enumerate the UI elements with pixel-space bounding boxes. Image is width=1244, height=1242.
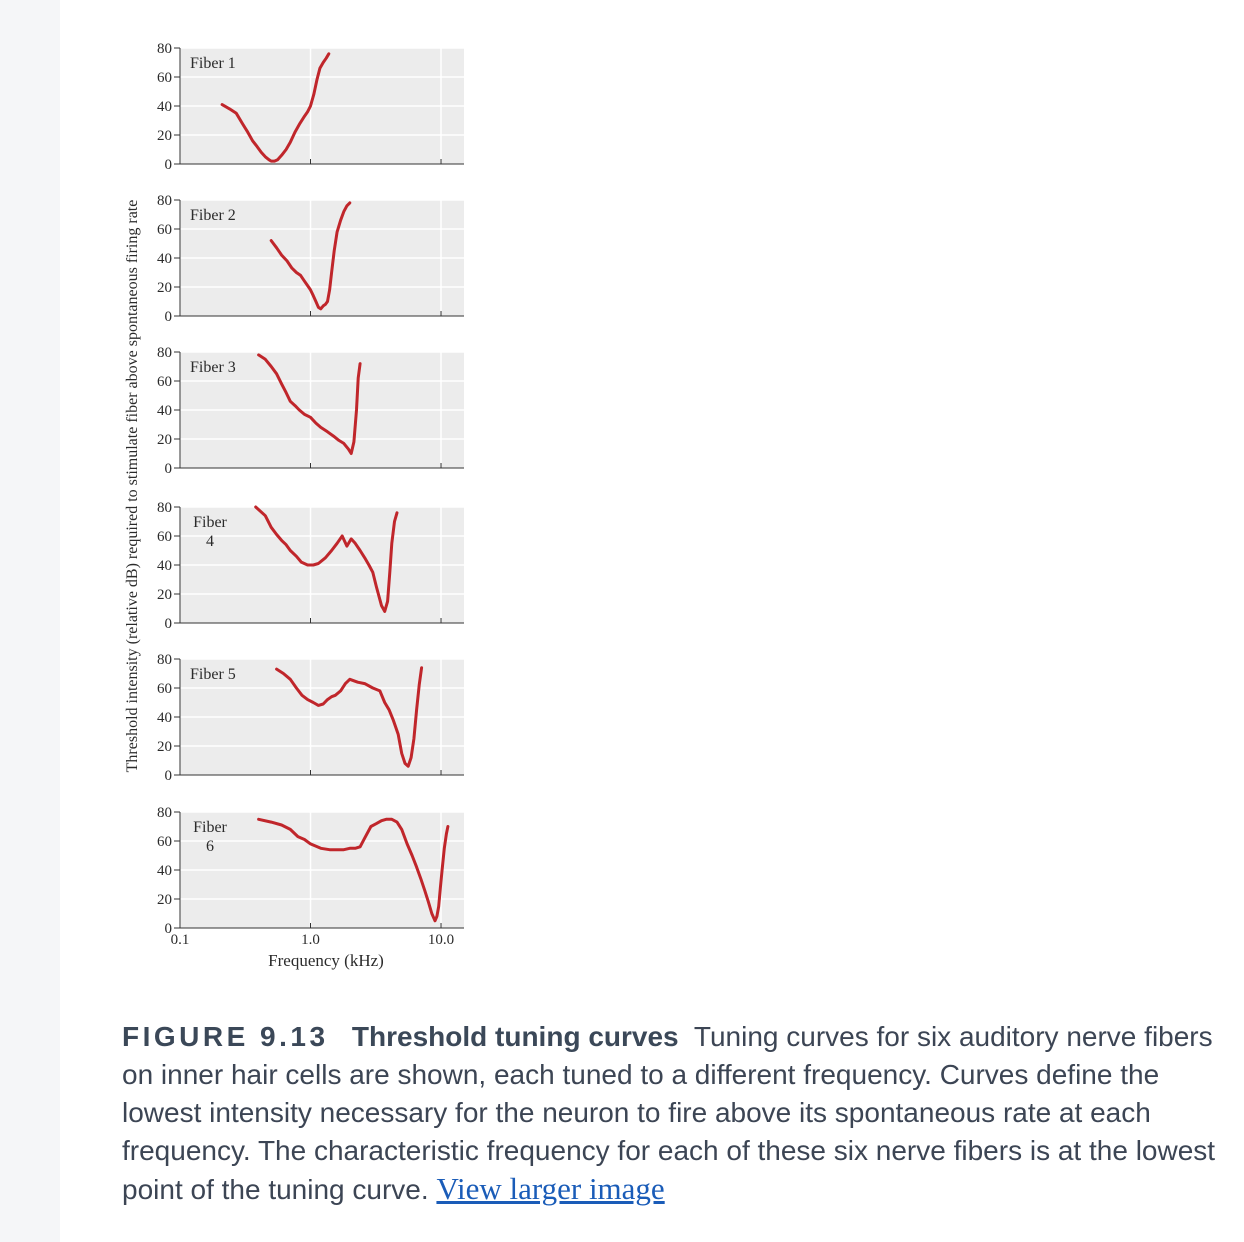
y-tick-label: 60 <box>157 681 172 697</box>
y-tick-label: 0 <box>164 309 172 325</box>
x-tick-label: 1.0 <box>301 932 320 948</box>
figure-title: Threshold tuning curves <box>351 1021 679 1052</box>
view-larger-image-link[interactable]: View larger image <box>436 1171 665 1206</box>
series-label: Fiber <box>193 819 227 836</box>
x-tick-label: 10.0 <box>427 932 455 948</box>
y-tick-label: 60 <box>157 374 172 390</box>
series-label: Fiber 1 <box>190 55 236 72</box>
y-tick-label: 60 <box>157 70 172 86</box>
y-tick-label: 80 <box>157 500 172 516</box>
y-tick-label: 80 <box>157 193 172 209</box>
figure-label: FIGURE 9.13 <box>122 1021 329 1052</box>
tuning-curves-figure <box>60 0 1244 990</box>
y-tick-label: 0 <box>164 157 172 173</box>
content-page <box>60 0 1244 1242</box>
y-tick-label: 0 <box>164 461 172 477</box>
y-axis-title: Threshold intensity (relative dB) required to stimulate fiber above spontaneous firing rate <box>124 199 141 773</box>
x-tick-label: 0.1 <box>170 932 190 948</box>
y-tick-label: 40 <box>157 863 172 879</box>
y-tick-label: 0 <box>164 616 172 632</box>
y-tick-label: 60 <box>157 529 172 545</box>
series-label: 6 <box>206 838 214 855</box>
y-tick-label: 20 <box>157 892 172 908</box>
y-tick-label: 60 <box>157 834 172 850</box>
y-tick-label: 20 <box>157 432 172 448</box>
figure-caption <box>122 1018 1232 1209</box>
caption-text: Tuning curves for six auditory nerve fibers on inner hair cells are shown, each tuned to a different frequency. Curves define the lowest intensity necessary for the neuron to fire above its spontaneous rate at each frequency. The characteristic frequency for each of these six nerve fibers is at the lowest point of the tuning curve. <box>122 1021 1216 1205</box>
y-tick-label: 40 <box>157 558 172 574</box>
series-label: 4 <box>206 533 214 550</box>
series-label: Fiber <box>193 514 227 531</box>
y-tick-label: 80 <box>157 41 172 57</box>
y-tick-label: 80 <box>157 652 172 668</box>
y-tick-label: 0 <box>164 921 172 937</box>
y-tick-label: 40 <box>157 403 172 419</box>
y-tick-label: 40 <box>157 99 172 115</box>
y-tick-label: 0 <box>164 768 172 784</box>
y-tick-label: 20 <box>157 739 172 755</box>
series-label: Fiber 5 <box>190 666 236 683</box>
y-tick-label: 20 <box>157 128 172 144</box>
x-axis-title: Frequency (kHz) <box>268 951 384 970</box>
series-label: Fiber 2 <box>190 207 236 224</box>
y-tick-label: 80 <box>157 805 172 821</box>
y-tick-label: 20 <box>157 587 172 603</box>
y-tick-label: 40 <box>157 251 172 267</box>
y-tick-label: 60 <box>157 222 172 238</box>
series-label: Fiber 3 <box>190 359 236 376</box>
y-tick-label: 20 <box>157 280 172 296</box>
y-tick-label: 40 <box>157 710 172 726</box>
y-tick-label: 80 <box>157 345 172 361</box>
